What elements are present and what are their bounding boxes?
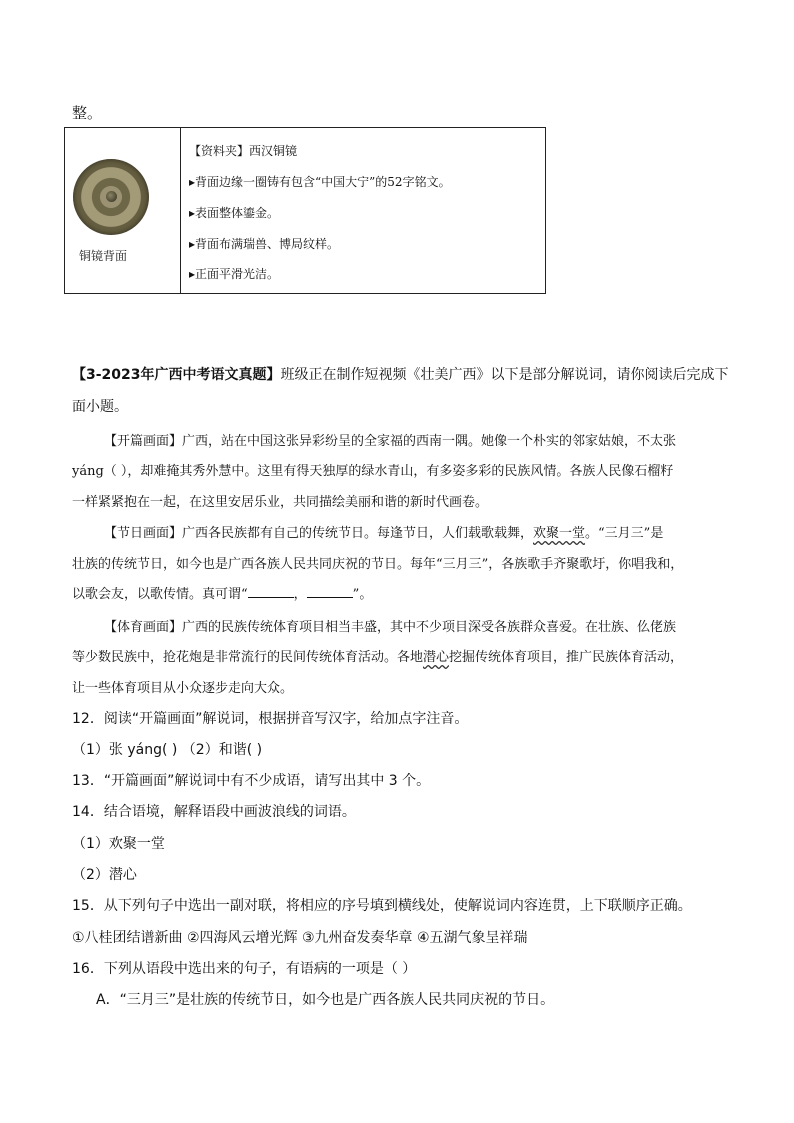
wavy-phrase: 潜心 [423,650,450,665]
info-bullet: ▸正面平滑光洁。 [189,267,280,281]
question-14: 14．结合语境，解释语段中画波浪线的词语。 [72,804,356,820]
question-16: 16．下列从语段中选出来的句子，有语病的一项是（ ） [72,961,417,977]
para3-text: 等少数民族中，抢花炮是非常流行的民间传统体育活动。各地 [72,650,424,665]
para3-line2 [72,646,683,665]
question-13: 13．“开篇画面”解说词中有不少成语，请写出其中 3 个。 [72,773,431,789]
question-15: 15．从下列句子中选出一副对联，将相应的序号填到横线处，使解说词内容连贯，上下联顺序正确。 [72,898,692,914]
info-bullet: ▸背面边缘一圈铸有包含“中国大宁”的52字铭文。 [189,175,451,189]
info-box-header: 【资料夹】西汉铜镜 [189,144,298,158]
image-caption: 铜镜背面 [79,249,128,263]
info-box [64,127,546,294]
para3-line3: 让一些体育项目从小众逐步走向大众。 [72,681,294,696]
para2-text: 以歌会友，以歌传情。真可谓“ [72,587,248,602]
wavy-phrase: 欢聚一堂 [533,526,586,541]
blank-line[interactable] [307,596,353,598]
question-12: 12．阅读“开篇画面”解说词，根据拼音写汉字，给加点字注音。 [72,711,469,727]
blank-line[interactable] [248,596,294,598]
para2-text: ”。 [352,587,373,602]
para1-line2: yáng（ ），却难掩其秀外慧中。这里有得天独厚的绿水青山，有多姿多彩的民族风情。各族人民像石榴籽 [72,464,674,479]
info-bullet: ▸背面布满瑞兽、博局纹样。 [189,237,340,251]
source-tag: 【3-2023年广西中考语文真题】 [72,367,281,383]
question-12-items: （1）张 yáng( ) （2）和谐( ) [72,742,263,758]
top-fragment: 整。 [72,104,103,122]
box-divider [180,128,181,293]
para2-line3 [72,583,372,602]
para2-line2: 壮族的传统节日，如今也是广西各族人民共同庆祝的节日。每年“三月三”，各族歌手齐聚歌圩，你唱我和， [72,557,684,572]
intro-line-2: 面小题。 [72,399,128,415]
question-14-item-2: （2）潜心 [72,867,137,883]
para1-line3: 一样紧紧抱在一起，在这里安居乐业，共同描绘美丽和谐的新时代画卷。 [72,495,489,510]
question-16-option-a: A．“三月三”是壮族的传统节日，如今也是广西各族人民共同庆祝的节日。 [96,992,555,1008]
intro-text: 班级正在制作短视频《壮美广西》以下是部分解说词，请你阅读后完成下 [280,367,729,383]
question-15-options: ①八桂团结谱新曲 ②四海风云增光辉 ③九州奋发奏华章 ④五湖气象呈祥瑞 [72,930,528,946]
para2-text: 【节日画面】广西各民族都有自己的传统节日。每逢节日，人们载歌载舞， [104,526,534,541]
para1-line1: 【开篇画面】广西，站在中国这张异彩纷呈的全家福的西南一隅。她像一个朴实的邻家姑娘，不太张 [104,434,677,449]
para2-text: ， [293,587,307,602]
info-bullet: ▸表面整体鎏金。 [189,206,280,220]
para2-line1 [104,522,663,541]
para3-text: 挖掘传统体育项目，推广民族体育活动， [449,650,684,665]
intro-line [72,364,729,384]
question-14-item-1: （1）欢聚一堂 [72,836,165,852]
para3-line1: 【体育画面】广西的民族传统体育项目相当丰盛，其中不少项目深受各族群众喜爱。在壮族、仫佬族 [104,620,677,635]
para2-text: 。“三月三”是 [585,526,664,541]
bronze-mirror-image [73,159,149,235]
